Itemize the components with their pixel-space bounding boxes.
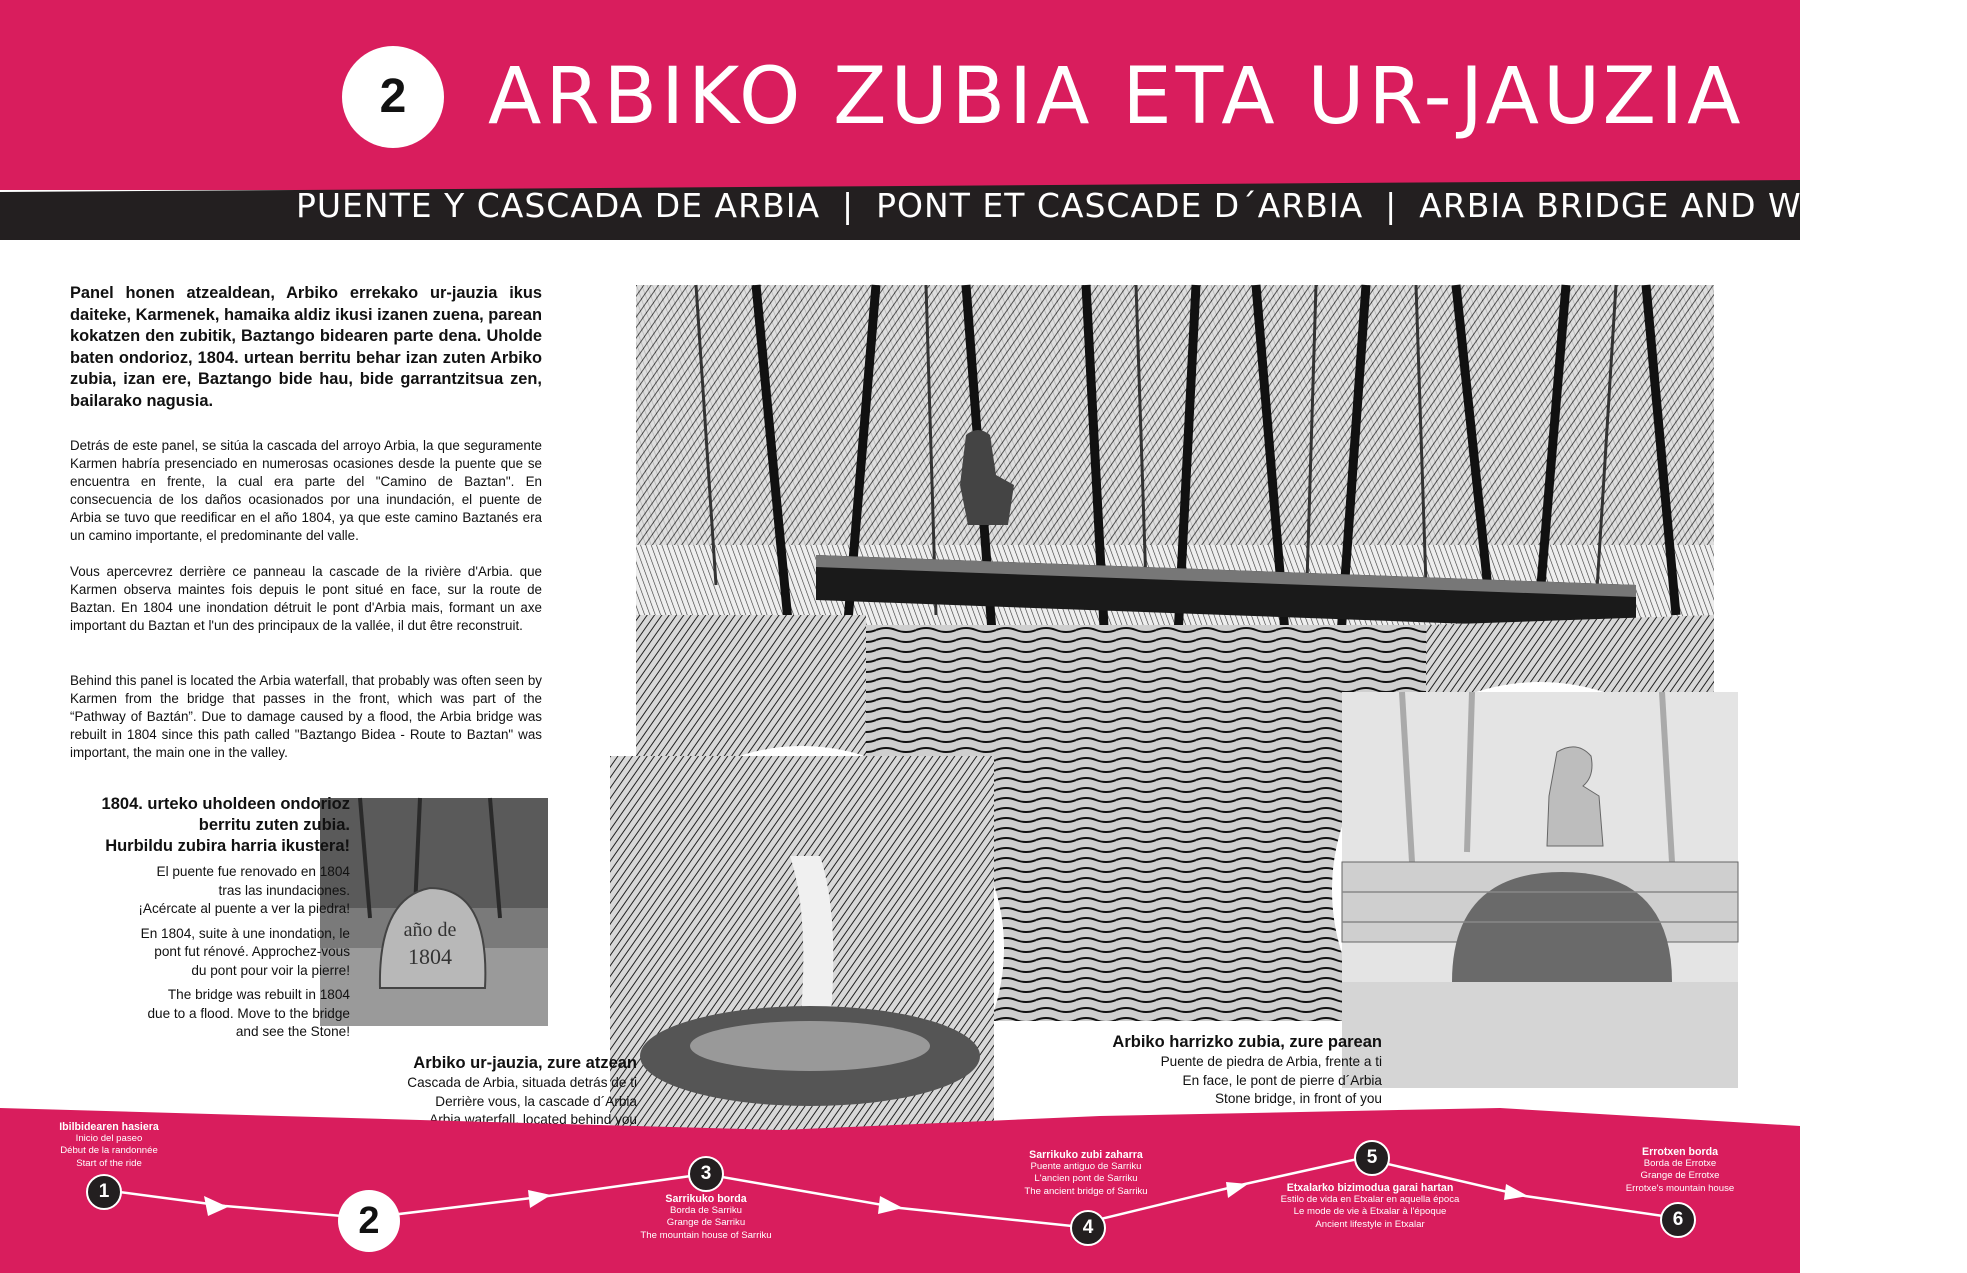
subtitle-spanish: PUENTE Y CASCADA DE ARBIA: [296, 186, 821, 225]
stop-line: Début de la randonnée: [60, 1145, 158, 1157]
stone-carving-line-2: 1804: [408, 944, 452, 969]
subtitle-separator: |: [842, 186, 855, 225]
caption-line: due to a flood. Move to the bridge: [147, 1005, 350, 1021]
route-stop-5-label: [1270, 1182, 1470, 1231]
caption-line: Cascada de Arbia, situada detrás de ti: [407, 1075, 637, 1090]
subtitle-separator: |: [1385, 186, 1398, 225]
caption-line: En 1804, suite à une inondation, le: [140, 925, 350, 941]
caption-line: Puente de piedra de Arbia, frente a ti: [1160, 1054, 1382, 1069]
waterfall-illustration: [600, 746, 1004, 1150]
route-stop-1-marker: 1: [86, 1174, 122, 1210]
caption-line: Derrière vous, la cascade d´Arbia: [435, 1093, 637, 1109]
caption-line: pont fut rénové. Approchez-vous: [154, 944, 350, 959]
stop-line: The mountain house of Sarriku: [640, 1229, 772, 1241]
stop-line: Grange de Errotxe: [1640, 1170, 1720, 1182]
arrow-icon: [528, 1190, 551, 1208]
stop-line: The ancient bridge of Sarriku: [1024, 1185, 1148, 1197]
caption-line: The bridge was rebuilt in 1804: [167, 987, 350, 1002]
subtitle-french: PONT ET CASCADE D´ARBIA: [876, 186, 1364, 225]
stop-line: Le mode de vie à Etxalar à l'époque: [1293, 1206, 1447, 1218]
stop-line: Borda de Sarriku: [670, 1205, 742, 1217]
caption-line: tras las inundaciones.: [218, 882, 350, 898]
text-french: Vous apercevrez derrière ce panneau la cascade de la rivière d'Arbia. que Karmen observa maintes fois depuis le pont situé en face, sur la route de Baztan. En 1804 une inondation détruit le pont d'Arbia mais, formant un axe important du Baztan et l'un des principaux de la vallée, il dut être reconstruit.: [70, 564, 542, 633]
arrow-icon: [878, 1196, 903, 1214]
panel-number-badge: 2: [342, 46, 444, 148]
route-stop-5-marker: 5: [1354, 1140, 1390, 1176]
caption-line: Arbia waterfall, located behind you: [429, 1112, 637, 1127]
subtitle: [296, 186, 1967, 225]
route-path: [0, 1100, 1800, 1273]
stop-title: Errotxen borda: [1642, 1146, 1718, 1158]
stone-caption: [60, 794, 350, 1042]
bridge-caption-title: Arbiko harrizko zubia, zure parean: [1112, 1033, 1382, 1051]
stop-line: Puente antiguo de Sarriku: [1030, 1161, 1142, 1173]
stop-line: Grange de Sarriku: [666, 1217, 746, 1229]
waterfall-caption-title: Arbiko ur-jauzia, zure atzean: [413, 1054, 637, 1072]
stop-title: Sarrikuko zubi zaharra: [1029, 1149, 1143, 1161]
stop-line: L'ancien pont de Sarriku: [1034, 1173, 1138, 1185]
route-stop-6-marker: 6: [1660, 1202, 1696, 1238]
route-stop-3-marker: 3: [688, 1156, 724, 1192]
caption-line: and see the Stone!: [235, 1024, 350, 1039]
caption-line: Stone bridge, in front of you: [1214, 1091, 1382, 1106]
route-stop-1-label: [44, 1121, 174, 1170]
text-spanish: Detrás de este panel, se sitúa la cascada del arroyo Arbia, la que seguramente Karmen habría presenciado en numerosas ocasiones desde la puente que se encuentra en frente, la cual era parte del "Camino de Baztan". En consecuencia de los daños ocasionados por una inundación, el puente de Arbia se tuvo que reedificar en el año 1804, ya que este camino Baztanés era un camino importante, el predominante del valle.: [70, 438, 542, 543]
route-stop-2-marker: 2: [338, 1190, 400, 1252]
stop-line: Estilo de vida en Etxalar en aquella época: [1280, 1194, 1460, 1206]
stone-caption-title: 1804. urteko uholdeen ondorioz: [101, 795, 350, 813]
stop-line: Errotxe's mountain house: [1625, 1182, 1735, 1194]
stone-carving-line-1: año de: [403, 919, 457, 941]
route-stop-4-label: [1016, 1149, 1156, 1198]
stop-line: Ancient lifestyle in Etxalar: [1315, 1218, 1425, 1230]
route-stop-3-label: [636, 1193, 776, 1242]
stop-line: Inicio del paseo: [75, 1133, 143, 1145]
caption-line: ¡Acércate al puente a ver la piedra!: [138, 901, 350, 916]
caption-line: En face, le pont de pierre d´Arbia: [1182, 1072, 1382, 1088]
stone-caption-english: [60, 986, 350, 1042]
stone-caption-spanish: [60, 863, 350, 919]
route-stop-4-marker: 4: [1070, 1210, 1106, 1246]
stone-bridge-illustration: [1332, 682, 1748, 1098]
stop-line: Borda de Errotxe: [1643, 1158, 1717, 1170]
stop-title: Ibilbidearen hasiera: [59, 1121, 159, 1133]
subtitle-english: ARBIA BRIDGE AND WATERFALL: [1419, 186, 1967, 225]
stone-caption-title: Hurbildu zubira harria ikustera!: [105, 837, 350, 855]
arrow-icon: [1226, 1182, 1248, 1198]
stop-line: Start of the ride: [76, 1157, 142, 1169]
arrow-icon: [1504, 1184, 1528, 1200]
text-english: Behind this panel is located the Arbia waterfall, that probably was often seen by Karmen from the bridge that passes in the front, which was part of the “Pathway of Baztán”. Due to damage caused by a flood, the Arbia bridge was rebuilt in 1804 since this path called "Baztango Bidea - Route to Baztan" was important, the main one in the valley.: [70, 673, 542, 760]
arrow-icon: [204, 1196, 228, 1216]
stop-title: Sarrikuko borda: [665, 1193, 747, 1205]
stone-photo: [320, 798, 548, 1026]
stone-caption-title: berritu zuten zubia.: [198, 816, 350, 834]
stone-caption-french: [60, 925, 350, 981]
caption-line: du pont pour voir la pierre!: [191, 962, 350, 978]
bridge-caption: [1050, 1032, 1382, 1109]
caption-line: El puente fue renovado en 1804: [156, 864, 350, 879]
stop-title: Etxalarko bizimodua garai hartan: [1286, 1182, 1454, 1194]
page-title: ARBIKO ZUBIA ETA UR-JAUZIA: [488, 52, 1745, 142]
text-basque: Panel honen atzealdean, Arbiko errekako ur-jauzia ikus daiteke, Karmenek, hamaika aldiz ikusi izanen zuena, parean kokatzen den zubitik, Baztango bidearen parte dena. Uholde baten ondorioz, 1804. urtean berritu behar izan zuten Arbiko zubia, izan ere, Baztango bide hau, bide garrantzitsua zen, bailarako nagusia.: [70, 284, 542, 410]
route-stop-6-label: [1615, 1146, 1745, 1195]
